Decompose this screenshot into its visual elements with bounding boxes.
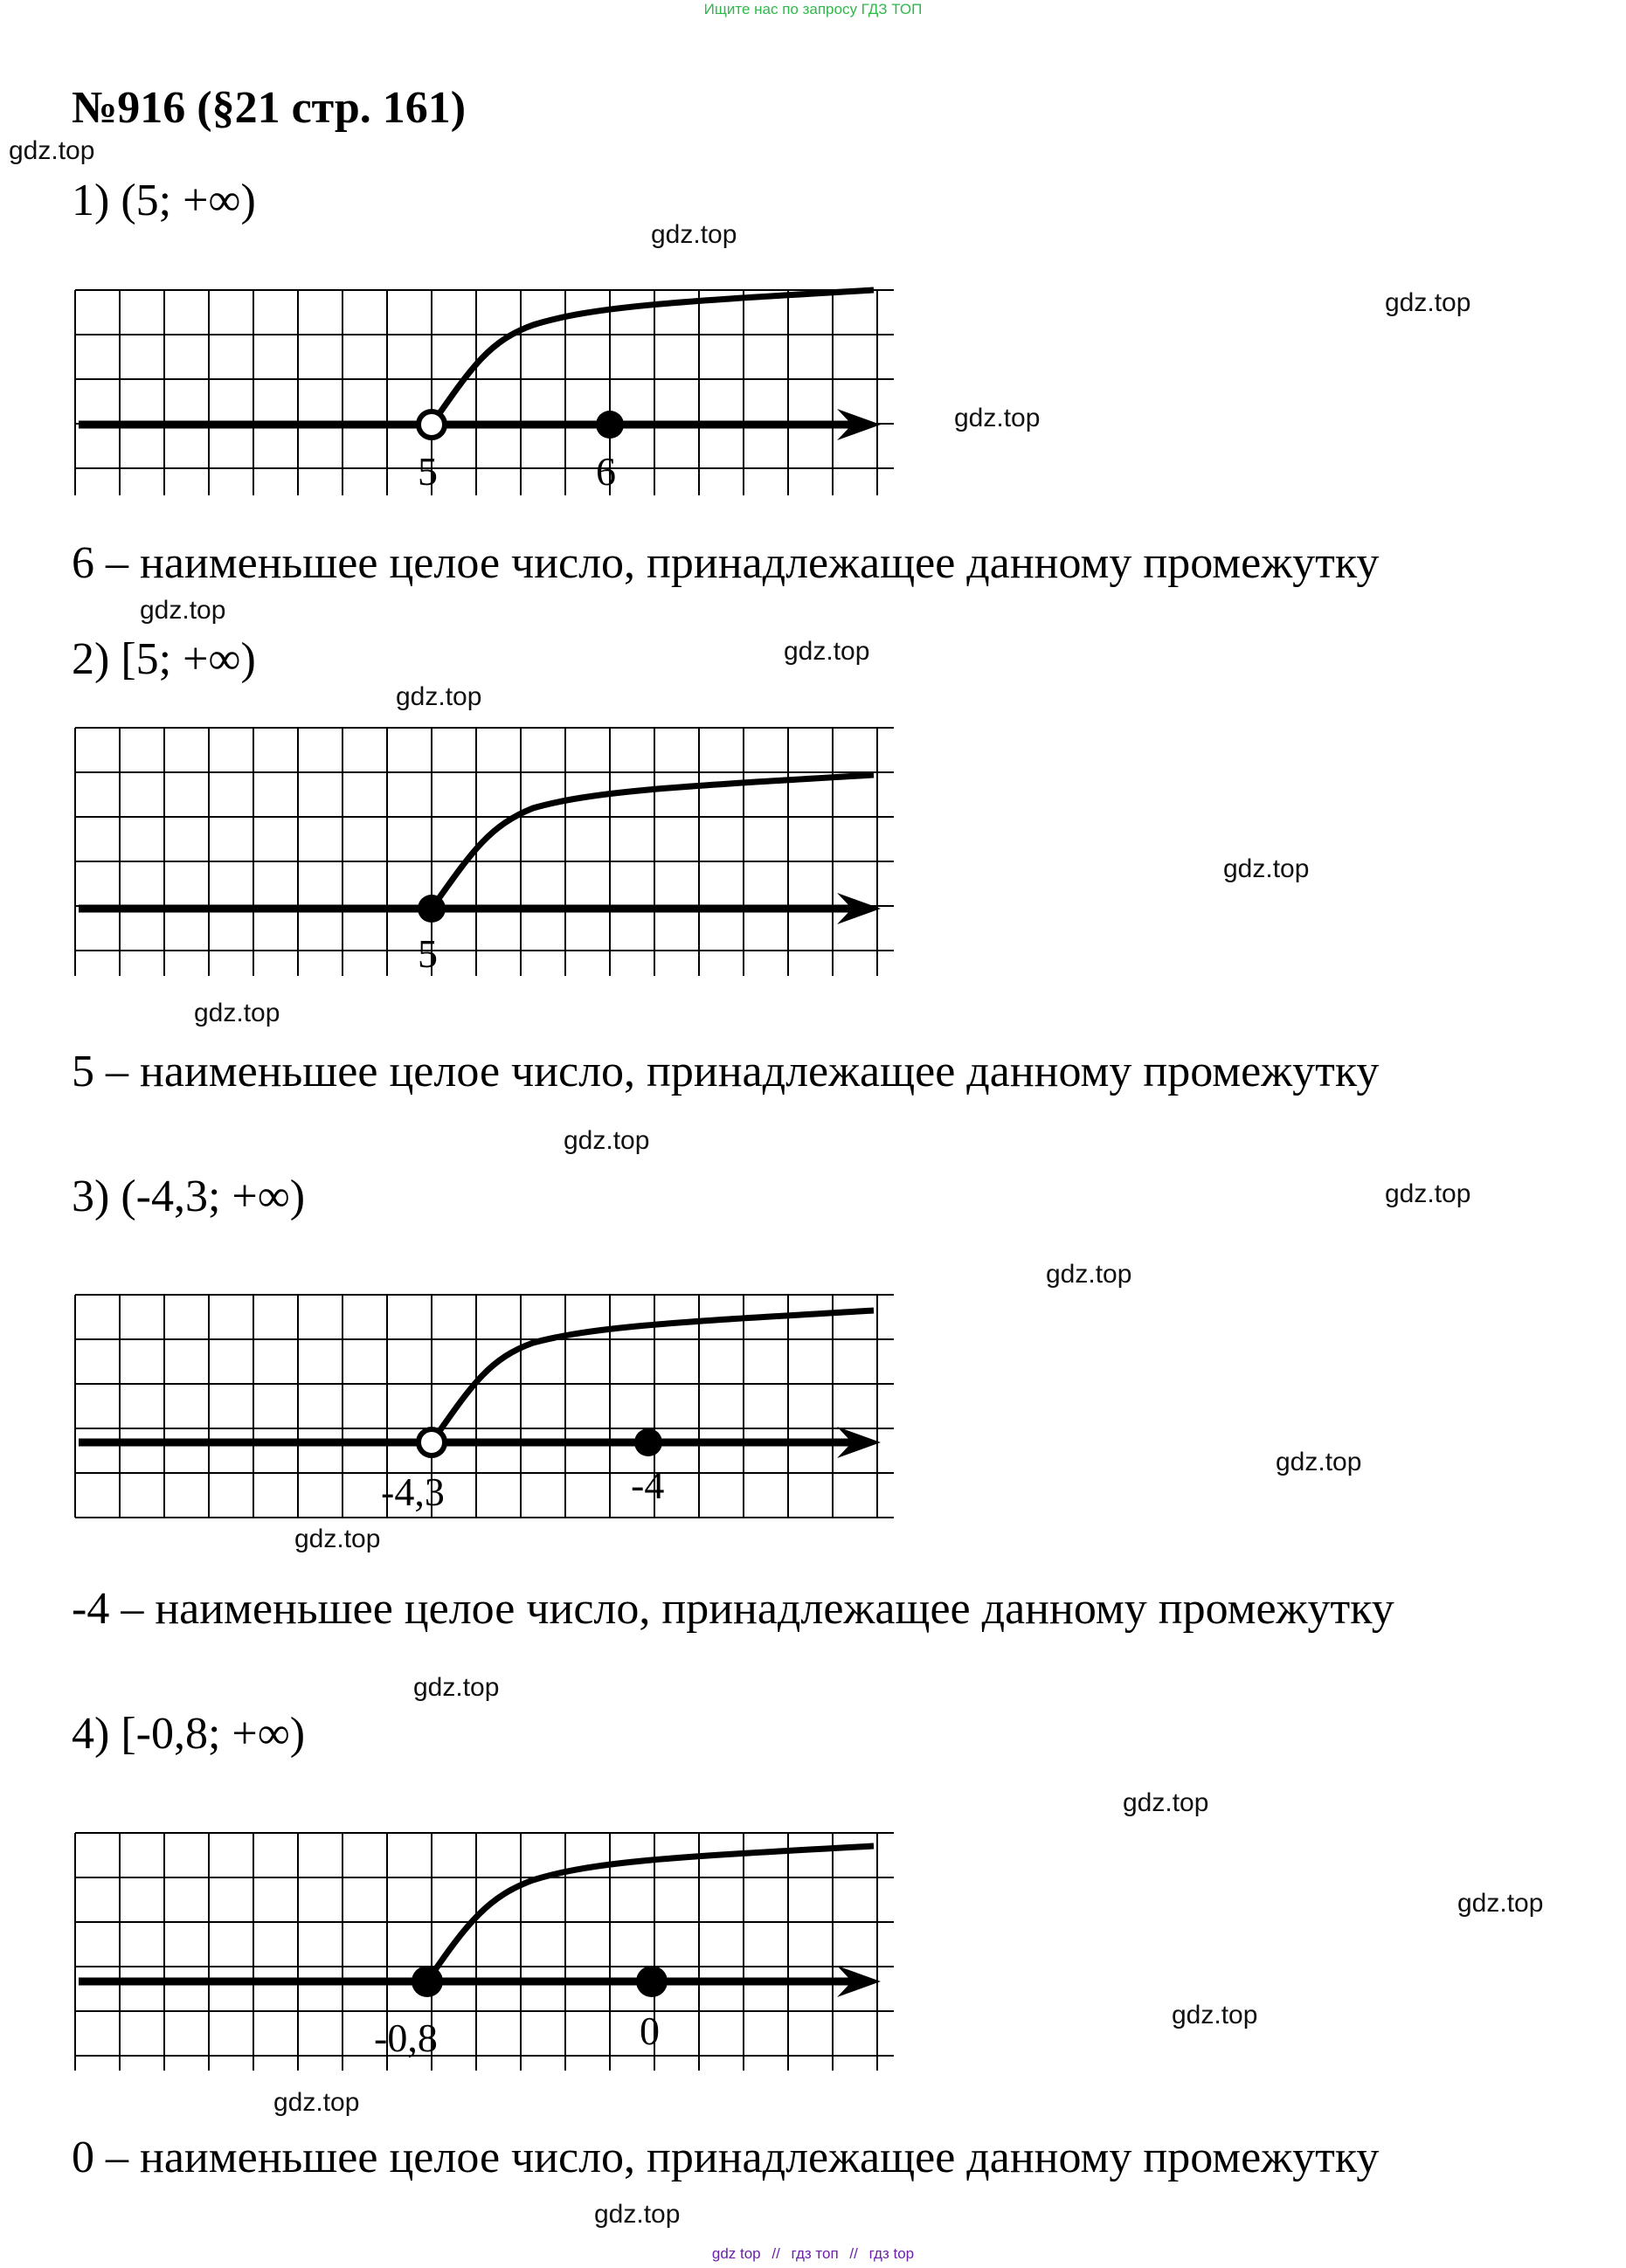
watermark: gdz.top <box>1276 1448 1362 1476</box>
tick-label-5: 5 <box>418 931 438 976</box>
tick-label-6: 6 <box>596 449 616 494</box>
watermark: gdz.top <box>194 999 280 1027</box>
problem-1-label: 1) (5; +∞) <box>72 176 256 225</box>
problem-2-label: 2) [5; +∞) <box>72 634 256 684</box>
problem-3-answer: -4 – наименьшее целое число, принадлежащее данному промежутку <box>72 1584 1394 1634</box>
tick-label-5: 5 <box>418 449 438 494</box>
watermark: gdz.top <box>1223 854 1310 883</box>
interval-curve <box>427 1846 874 1981</box>
watermark: gdz.top <box>1457 1889 1544 1918</box>
problem-2-answer: 5 – наименьшее целое число, принадлежащее данному промежутку <box>72 1047 1380 1096</box>
search-hint: Ищите нас по запросу ГДЗ ТОП <box>703 1 923 17</box>
watermark: gdz.top <box>1123 1788 1209 1817</box>
watermark: gdz.top <box>1046 1260 1132 1289</box>
tick-label-minus-4-3: -4,3 <box>381 1469 445 1514</box>
watermark: gdz.top <box>1385 288 1471 317</box>
footer-separator: // <box>771 2245 780 2262</box>
watermark: gdz.top <box>1385 1179 1471 1208</box>
watermark: gdz.top <box>1172 2001 1258 2029</box>
footer-links <box>0 2245 1626 2263</box>
watermark: gdz.top <box>651 220 737 249</box>
watermark: gdz.top <box>273 2088 360 2117</box>
watermark: gdz.top <box>140 596 226 625</box>
watermark: gdz.top <box>594 2200 681 2229</box>
footer-separator: // <box>849 2245 858 2262</box>
footer-link[interactable]: гдз top <box>868 2245 915 2262</box>
watermark: gdz.top <box>784 637 870 666</box>
page-title: №916 (§21 стр. 161) <box>72 83 467 133</box>
footer-link[interactable]: gdz top <box>711 2245 761 2262</box>
tick-label-0: 0 <box>640 2009 660 2053</box>
watermark: gdz.top <box>564 1126 650 1155</box>
problem-3-label: 3) (-4,3; +∞) <box>72 1172 306 1221</box>
watermark: gdz.top <box>9 136 95 165</box>
watermark: gdz.top <box>413 1673 500 1702</box>
tick-label-minus-4: -4 <box>631 1462 665 1507</box>
answer-point-filled <box>636 1966 668 1997</box>
watermark: gdz.top <box>954 404 1041 432</box>
footer-link[interactable]: гдз топ <box>791 2245 839 2262</box>
problem-4-answer: 0 – наименьшее целое число, принадлежащее данному промежутку <box>72 2133 1380 2182</box>
watermark: gdz.top <box>396 682 482 711</box>
grid <box>75 1833 894 2071</box>
problem-1-answer: 6 – наименьшее целое число, принадлежащее данному промежутку <box>72 538 1380 588</box>
problem-4-label: 4) [-0,8; +∞) <box>72 1709 306 1759</box>
tick-label-minus-0-8: -0,8 <box>374 2016 438 2060</box>
watermark: gdz.top <box>294 1525 381 1553</box>
start-point-filled <box>412 1966 443 1997</box>
